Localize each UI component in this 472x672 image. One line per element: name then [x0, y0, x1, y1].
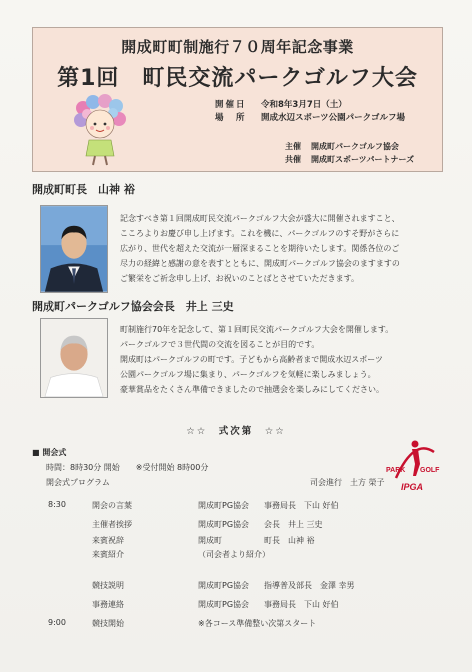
mc-line: 司会進行 土方 榮子 [310, 478, 385, 487]
message-line: 町制施行70年を記念して、第１回町民交流パークゴルフ大会を開催します。 [120, 325, 394, 334]
mascot-illustration [71, 94, 129, 168]
host-label: 主催 [285, 142, 301, 151]
event-header [32, 27, 443, 172]
row-org: 開成町PG協会 [198, 581, 250, 590]
chairman-photo [40, 318, 108, 398]
logo-text-golf: GOLF [420, 467, 440, 474]
row-org: ※各コース準備整い次第スタート [198, 619, 317, 628]
message-line: パークゴルフで３世代間の交流を図ることが目的です。 [120, 340, 320, 349]
row-org: 開成町PG協会 [198, 501, 250, 510]
message-line: 広がり、世代を超えた交流が一層深まることを期待いたします。関係各位のご [120, 244, 400, 253]
opening-heading: ■ 開会式 [32, 448, 67, 457]
host-value: 開成町パークゴルフ協会 [311, 142, 399, 151]
row-time: 9:00 [48, 618, 66, 627]
date-label: 開催日 [215, 100, 247, 110]
message-line: 記念すべき第１回開成町民交流パークゴルフ大会が盛大に開催されますこと、 [120, 214, 400, 223]
row-item: 競技説明 [92, 581, 124, 590]
golfer-icon [412, 441, 421, 477]
place-label: 場 所 [215, 113, 247, 123]
organizers [285, 140, 414, 166]
row-org: 開成町PG協会 [198, 600, 250, 609]
program-title: ☆☆ 式次第 ☆☆ [186, 426, 286, 437]
row-item: 開会の言葉 [92, 501, 132, 510]
event-details [215, 99, 405, 125]
mayor-name: 開成町町長 山神 裕 [32, 183, 135, 196]
place-value: 開成水辺スポーツ公園パークゴルフ場 [261, 113, 405, 123]
row-time: 8:30 [48, 500, 66, 509]
logo-text-ipga: IPGA [401, 482, 424, 492]
row-item: 来賓祝辞 [92, 536, 124, 545]
row-item: 競技開始 [92, 619, 124, 628]
row-org: 開成町PG協会 [198, 520, 250, 529]
row-item: 事務連絡 [92, 600, 124, 609]
row-item: 来賓紹介 [92, 550, 124, 559]
event-title: 第1回 町民交流パークゴルフ大会 [57, 66, 418, 91]
row-role: 町長 山神 裕 [264, 536, 315, 545]
message-line: 公園パークゴルフ場に集まり、パークゴルフを気軽に楽しみましょう。 [120, 370, 376, 379]
message-line: 開成町はパークゴルフの町です。子どもから高齢者まで開成水辺スポーツ [120, 355, 383, 364]
row-role: 指導普及部長 金澤 幸男 [264, 581, 355, 590]
mayor-message [120, 211, 400, 286]
row-item: 主催者挨拶 [92, 520, 132, 529]
message-line: ご繁栄をご祈念申し上げ、お祝いのことばとさせていただきます。 [120, 274, 360, 283]
row-org: 開成町 [198, 536, 222, 545]
logo-text-park: PARK [386, 467, 406, 474]
message-line: こころよりお慶び申し上げます。これを機に、パークゴルフのすそ野がさらに [120, 229, 400, 238]
row-role: 会長 井上 三史 [264, 520, 323, 529]
row-role: 事務局長 下山 好伯 [264, 501, 339, 510]
message-line: 豪華賞品をたくさん準備できましたので抽選会を楽しみにしてください。 [120, 385, 384, 394]
park-golf-logo [382, 432, 446, 496]
program-label: 開会式プログラム [46, 478, 110, 487]
cohost-value: 開成町スポーツパートナーズ [311, 155, 415, 164]
date-value: 令和8年3月7日（土） [261, 100, 347, 110]
event-subtitle: 開成町町制施行７０周年記念事業 [121, 38, 354, 56]
chairman-name: 開成町パークゴルフ協会会長 井上 三史 [32, 300, 234, 313]
cohost-label: 共催 [285, 155, 301, 164]
chairman-message [120, 322, 393, 397]
mayor-photo [40, 205, 108, 293]
row-role: 事務局長 下山 好伯 [264, 600, 339, 609]
message-line: 尽力の経緯と感謝の意を表すとともに、開成町パークゴルフ協会のますますの [120, 259, 400, 268]
time-line: 時間：8時30分 開始 ※受付開始 8時00分 [46, 463, 209, 472]
row-org: （司会者より紹介） [198, 550, 270, 559]
